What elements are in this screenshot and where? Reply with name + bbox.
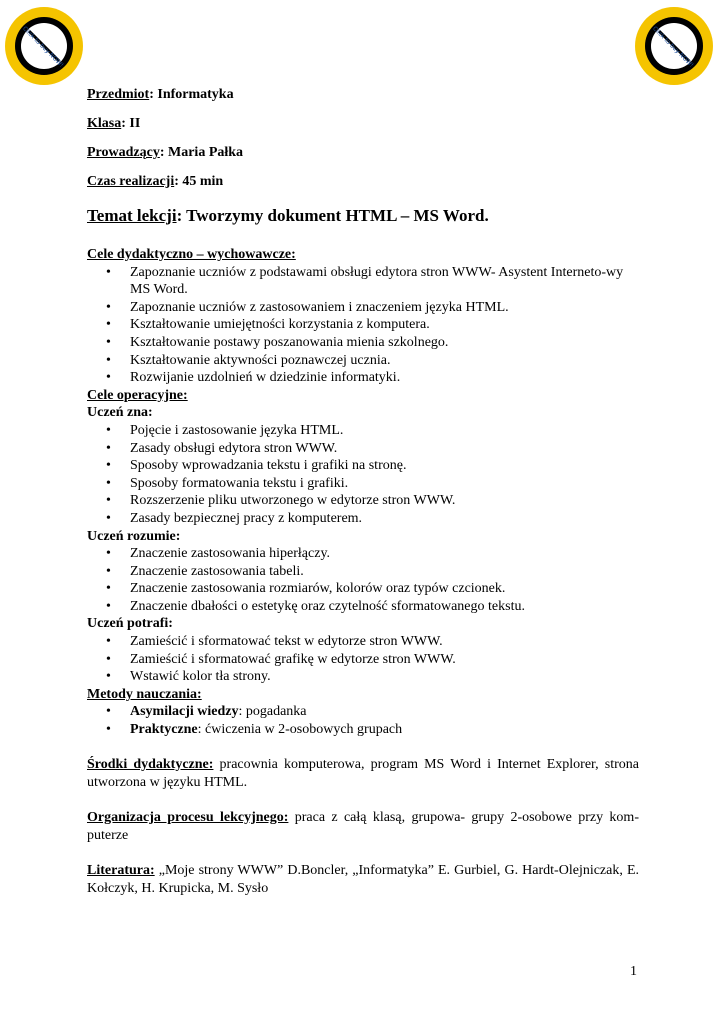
page-number: 1 bbox=[630, 964, 637, 979]
list-item: • Znaczenie zastosowania tabeli. bbox=[87, 563, 639, 581]
time-label: Czas realizacji bbox=[87, 174, 175, 189]
list-item: • Rozszerzenie pliku utworzonego w edytorze stron WWW. bbox=[87, 492, 639, 510]
operational-title: Cele operacyjne: bbox=[87, 387, 188, 403]
svg-text:Click to buy NOW!: Click to buy NOW! bbox=[21, 25, 65, 69]
list-item bbox=[87, 721, 639, 739]
pdf-xchange-badge-icon[interactable] bbox=[634, 6, 714, 86]
list-item: • Kształtowanie umiejętności korzystania z komputera. bbox=[87, 316, 639, 334]
topic-value: : Tworzymy dokument HTML – MS Word. bbox=[176, 206, 489, 225]
list-item bbox=[87, 703, 639, 721]
list-item: • Sposoby formatowania tekstu i grafiki. bbox=[87, 475, 639, 493]
teacher-label: Prowadzący bbox=[87, 145, 160, 160]
topic-label: Temat lekcji bbox=[87, 206, 177, 225]
method-name: Asymilacji wiedzy bbox=[130, 704, 239, 720]
list-item: • Kształtowanie aktywności poznawczej ucznia. bbox=[87, 352, 639, 370]
class-value: : II bbox=[121, 116, 141, 131]
list-item: • Znaczenie zastosowania hiperłączy. bbox=[87, 545, 639, 563]
organization-paragraph bbox=[87, 809, 639, 845]
teacher-line bbox=[87, 144, 639, 161]
list-item: • Zasady obsługi edytora stron WWW. bbox=[87, 440, 639, 458]
literature-paragraph bbox=[87, 862, 639, 898]
literature-label: Literatura: bbox=[87, 862, 155, 878]
lesson-plan bbox=[87, 86, 639, 898]
methods-title: Metody nauczania: bbox=[87, 686, 202, 702]
list-item: • Zamieścić i sformatować tekst w edytorze stron WWW. bbox=[87, 633, 639, 651]
method-name: Praktyczne bbox=[130, 722, 198, 738]
subject-value: : Informatyka bbox=[149, 87, 234, 102]
knows-title: Uczeń zna: bbox=[87, 405, 153, 421]
class-label: Klasa bbox=[87, 116, 122, 131]
can-list bbox=[87, 633, 639, 686]
lesson-topic bbox=[87, 206, 639, 226]
class-line bbox=[87, 115, 639, 132]
means-text: pracownia komputerowa, program MS Word i Internet Explorer, strona utworzona w języku HTML. bbox=[87, 756, 639, 790]
list-item: • Kształtowanie postawy poszanowania mienia szkolnego. bbox=[87, 334, 639, 352]
understands-list bbox=[87, 545, 639, 615]
goals-title: Cele dydaktyczno – wychowawcze: bbox=[87, 247, 296, 262]
list-item: • Zasady bezpiecznej pracy z komputerem. bbox=[87, 510, 639, 528]
subject-label: Przedmiot bbox=[87, 87, 150, 102]
pdf-xchange-badge-icon[interactable] bbox=[4, 6, 84, 86]
svg-text:Click to buy NOW!: Click to buy NOW! bbox=[651, 25, 695, 69]
list-item: • Wstawić kolor tła strony. bbox=[87, 668, 639, 686]
list-item: • Rozwijanie uzdolnień w dziedzinie informatyki. bbox=[87, 369, 639, 387]
means-label: Środki dydaktyczne: bbox=[87, 756, 214, 772]
organization-label: Organizacja procesu lekcyjnego: bbox=[87, 809, 289, 825]
goals-list bbox=[87, 264, 639, 387]
method-desc: : pogadanka bbox=[238, 704, 307, 720]
method-desc: : ćwiczenia w 2-osobowych grupach bbox=[197, 722, 403, 738]
literature-text: „Moje strony WWW” D.Boncler, „Informatyka” E. Gurbiel, G. Hardt-Olejniczak, E. Kołczyk, H. Krupicka, M. Sysło bbox=[87, 862, 639, 896]
time-line bbox=[87, 173, 639, 190]
time-value: : 45 min bbox=[174, 174, 224, 189]
list-item: • Zapoznanie uczniów z podstawami obsługi edytora stron WWW- Asystent Interneto-wy MS Word. bbox=[87, 264, 639, 299]
subject-line bbox=[87, 86, 639, 103]
methods-list bbox=[87, 703, 639, 738]
understands-title: Uczeń rozumie: bbox=[87, 528, 181, 544]
knows-list bbox=[87, 422, 639, 528]
teacher-value: : Maria Pałka bbox=[159, 145, 244, 160]
can-title: Uczeń potrafi: bbox=[87, 616, 173, 632]
list-item: • Zapoznanie uczniów z zastosowaniem i znaczeniem języka HTML. bbox=[87, 299, 639, 317]
list-item: • Znaczenie dbałości o estetykę oraz czytelność sformatowanego tekstu. bbox=[87, 598, 639, 616]
list-item: • Zamieścić i sformatować grafikę w edytorze stron WWW. bbox=[87, 651, 639, 669]
list-item: • Pojęcie i zastosowanie języka HTML. bbox=[87, 422, 639, 440]
list-item: • Znaczenie zastosowania rozmiarów, kolorów oraz typów czcionek. bbox=[87, 580, 639, 598]
means-paragraph bbox=[87, 756, 639, 792]
organization-text: praca z całą klasą, grupowa- grupy 2-osobowe przy kom-puterze bbox=[87, 809, 639, 843]
list-item: • Sposoby wprowadzania tekstu i grafiki na stronę. bbox=[87, 457, 639, 475]
